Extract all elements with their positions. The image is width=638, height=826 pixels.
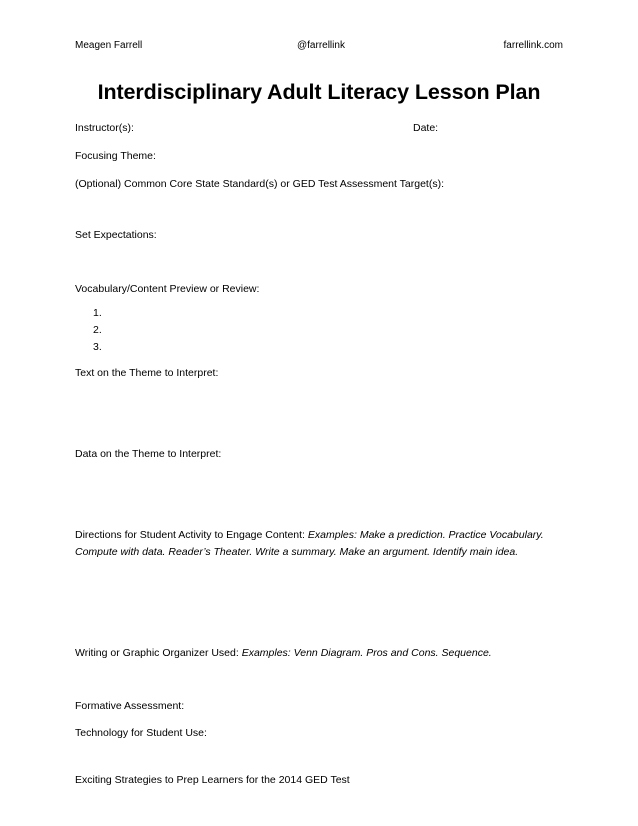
page-title: Interdisciplinary Adult Literacy Lesson Plan <box>97 80 541 104</box>
header-handle: @farrellink <box>297 40 345 51</box>
writing-label: Writing or Graphic Organizer Used: <box>75 647 242 659</box>
header-website: farrellink.com <box>503 40 563 51</box>
text-theme-label: Text on the Theme to Interpret: <box>75 367 219 379</box>
directions-examples-2: Compute with data. Reader’s Theater. Write a summary. Make an argument. Identify main idea. <box>75 546 519 558</box>
directions-line-1 <box>75 529 544 541</box>
writing-line <box>75 647 492 659</box>
footer-text: Exciting Strategies to Prep Learners for the 2014 GED Test <box>75 774 350 786</box>
standards-label: (Optional) Common Core State Standard(s) or GED Test Assessment Target(s): <box>75 178 445 190</box>
data-theme-label: Data on the Theme to Interpret: <box>75 448 222 460</box>
vocab-item-1: 1. <box>93 307 102 319</box>
header-author: Meagen Farrell <box>75 40 143 51</box>
vocab-item-3: 3. <box>93 341 102 353</box>
directions-line-2 <box>75 546 518 558</box>
date-label: Date: <box>413 122 439 134</box>
instructors-label: Instructor(s): <box>75 122 134 134</box>
directions-label: Directions for Student Activity to Engage Content: <box>75 529 308 541</box>
vocabulary-label: Vocabulary/Content Preview or Review: <box>75 283 260 295</box>
writing-examples: Examples: Venn Diagram. Pros and Cons. Sequence. <box>241 647 492 659</box>
technology-label: Technology for Student Use: <box>75 727 207 739</box>
directions-examples-1: Examples: Make a prediction. Practice Vocabulary. <box>307 529 544 541</box>
vocab-item-2: 2. <box>93 324 102 336</box>
formative-label: Formative Assessment: <box>75 700 185 712</box>
set-expectations-label: Set Expectations: <box>75 229 157 241</box>
focusing-theme-label: Focusing Theme: <box>75 150 156 162</box>
